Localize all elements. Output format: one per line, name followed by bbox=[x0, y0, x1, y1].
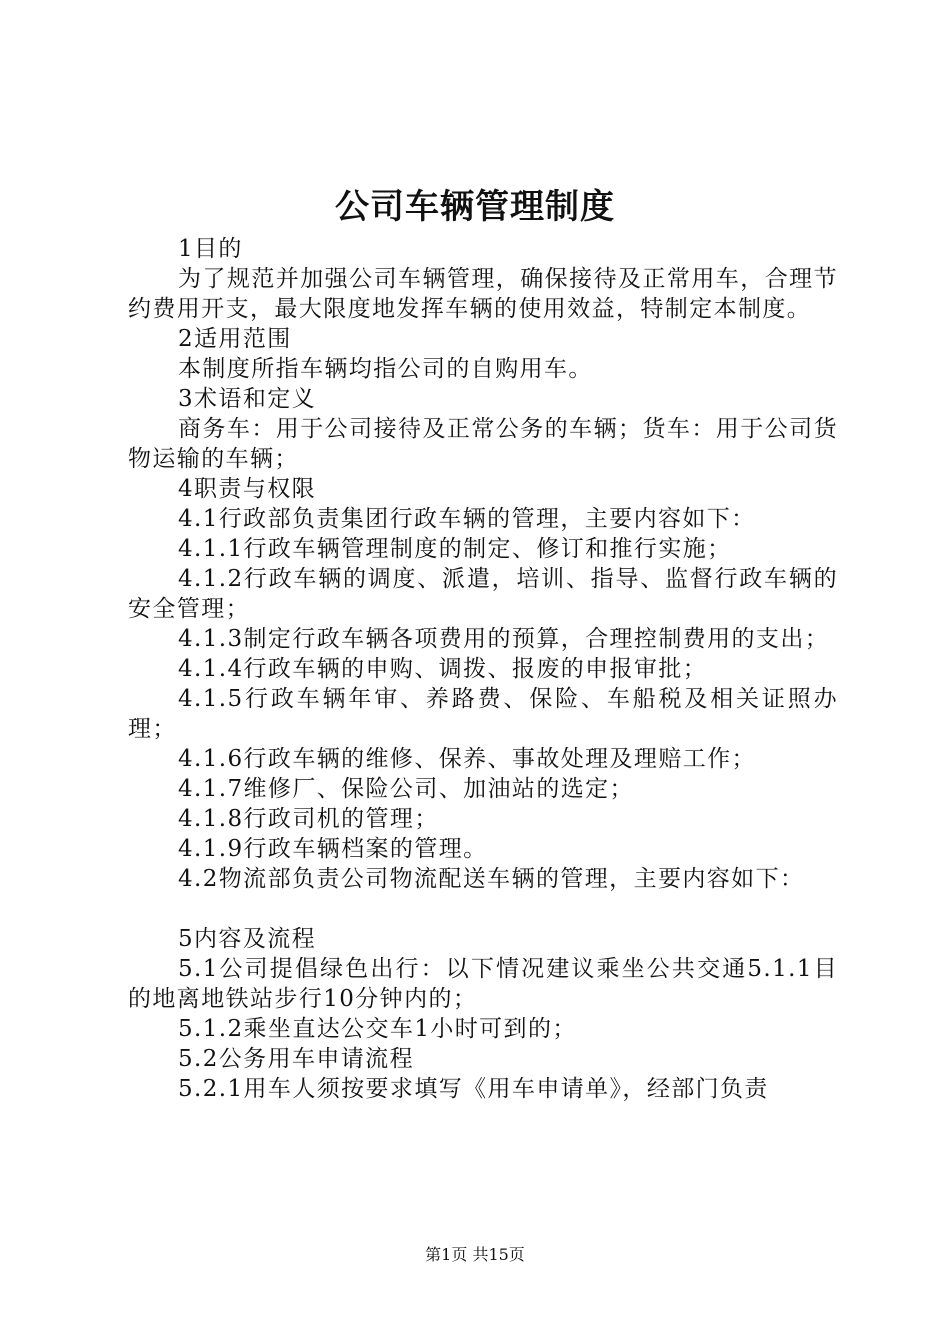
paragraph-purpose: 为了规范并加强公司车辆管理，确保接待及正常用车，合理节约费用开支，最大限度地发挥车辆的使用效益，特制定本制度。 bbox=[128, 266, 838, 322]
paragraph-5-2-1: 5.2.1用车人须按要求填写《用车申请单》，经部门负责 bbox=[178, 1076, 769, 1102]
heading-scope: 2适用范围 bbox=[178, 326, 292, 352]
paragraph-4-1-5: 4.1.5行政车辆年审、养路费、保险、车船税及相关证照办理； bbox=[128, 686, 838, 742]
heading-purpose: 1目的 bbox=[178, 236, 243, 262]
heading-responsibilities: 4职责与权限 bbox=[178, 476, 317, 502]
paragraph-4-1-9: 4.1.9行政车辆档案的管理。 bbox=[178, 836, 488, 862]
document-title: 公司车辆管理制度 bbox=[335, 187, 615, 227]
paragraph-4-1: 4.1行政部负责集团行政车辆的管理，主要内容如下： bbox=[178, 506, 756, 532]
paragraph-4-1-6: 4.1.6行政车辆的维修、保养、事故处理及理赔工作； bbox=[178, 746, 756, 772]
heading-terms: 3术语和定义 bbox=[178, 386, 317, 412]
heading-content: 5内容及流程 bbox=[178, 926, 317, 952]
paragraph-4-1-2: 4.1.2行政车辆的调度、派遣，培训、指导、监督行政车辆的安全管理； bbox=[128, 566, 838, 622]
paragraph-4-1-3: 4.1.3制定行政车辆各项费用的预算，合理控制费用的支出； bbox=[178, 626, 830, 652]
paragraph-4-1-4: 4.1.4行政车辆的申购、调拨、报废的申报审批； bbox=[178, 656, 708, 682]
paragraph-4-1-1: 4.1.1行政车辆管理制度的制定、修订和推行实施； bbox=[178, 536, 732, 562]
page-number: 第1页 共15页 bbox=[425, 1245, 525, 1264]
paragraph-4-1-8: 4.1.8行政司机的管理； bbox=[178, 806, 439, 832]
paragraph-4-1-7: 4.1.7维修厂、保险公司、加油站的选定； bbox=[178, 776, 634, 802]
paragraph-scope: 本制度所指车辆均指公司的自购用车。 bbox=[178, 356, 593, 382]
paragraph-5-1-2: 5.1.2乘坐直达公交车1小时可到的； bbox=[178, 1016, 577, 1042]
document-body bbox=[128, 234, 838, 1104]
paragraph-terms: 商务车：用于公司接待及正常公务的车辆；货车：用于公司货物运输的车辆； bbox=[128, 416, 838, 472]
blank-line bbox=[128, 894, 838, 924]
paragraph-4-2: 4.2物流部负责公司物流配送车辆的管理，主要内容如下： bbox=[178, 866, 805, 892]
paragraph-5-1: 5.1公司提倡绿色出行：以下情况建议乘坐公共交通5.1.1目的地离地铁站步行10分钟内的； bbox=[128, 956, 838, 1012]
paragraph-5-2: 5.2公务用车申请流程 bbox=[178, 1046, 414, 1072]
